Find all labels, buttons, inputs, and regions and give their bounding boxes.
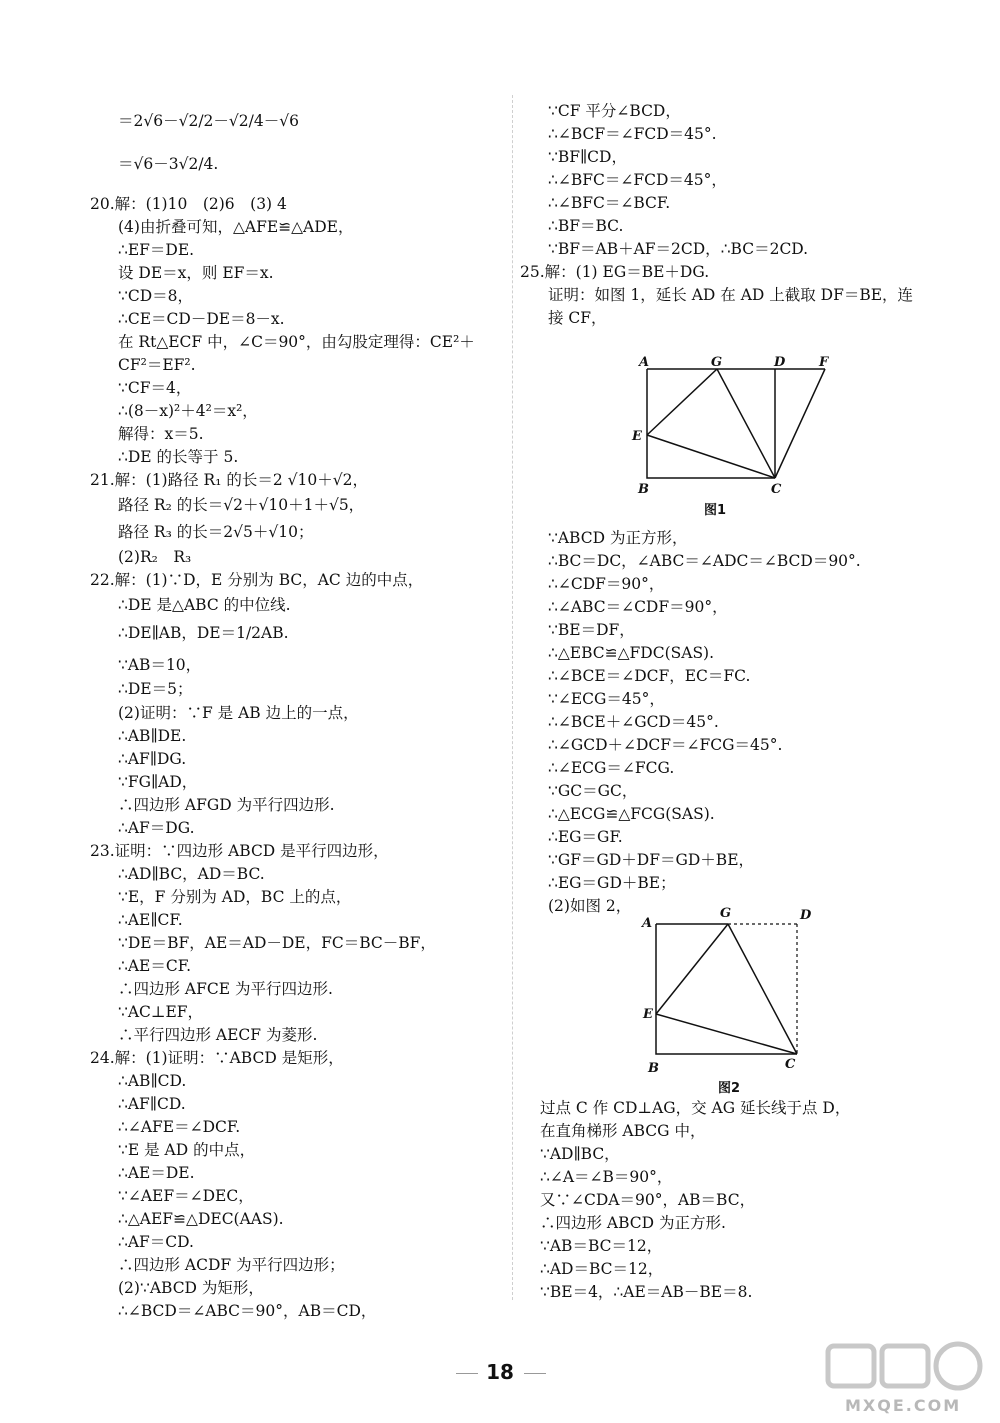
right-line: ∴△ECG≌△FCG(SAS).	[548, 805, 715, 823]
right-line: ∵ABCD 为正方形，	[548, 529, 688, 547]
left-line: 20.解：(1)10 (2)6 (3) 4	[90, 195, 287, 213]
right-line: 又∵∠CDA＝90°，AB＝BC，	[540, 1191, 756, 1209]
left-line: 解得：x＝5.	[118, 425, 204, 443]
left-line: ∴AF＝CD.	[118, 1233, 194, 1251]
fig1-label-g: G	[711, 355, 723, 370]
right-line: ∴BF＝BC.	[548, 217, 624, 235]
fig2-label-g: G	[720, 906, 732, 921]
right-line: ∴AD＝BC＝12，	[540, 1260, 664, 1278]
left-line: (2)R₂ R₃	[118, 548, 192, 566]
left-line: ∴DE∥AB，DE＝1/2AB.	[118, 624, 289, 642]
figure-1-caption: 图1	[704, 503, 727, 518]
left-line: ∴平行四边形 AECF 为菱形.	[118, 1026, 318, 1044]
left-line: ∴AB∥DE.	[118, 727, 187, 745]
left-line: ∴AE＝CF.	[118, 957, 191, 975]
right-line: 过点 C 作 CD⊥AG，交 AG 延长线于点 D，	[540, 1099, 851, 1117]
left-line: ∴AE∥CF.	[118, 911, 183, 929]
right-line: ∴∠ABC＝∠CDF＝90°，	[548, 598, 728, 616]
left-line: ∴AD∥BC，AD＝BC.	[118, 865, 265, 883]
left-line: 路径 R₃ 的长＝2√5＋√10；	[118, 523, 314, 541]
left-line: ∵E 是 AD 的中点，	[118, 1141, 256, 1159]
left-line: ∵AC⊥EF，	[118, 1003, 204, 1021]
left-line: 22.解：(1)∵D，E 分别为 BC，AC 边的中点，	[90, 571, 424, 589]
right-line: ∴∠ECG＝∠FCG.	[548, 759, 675, 777]
left-line: ∴AF∥DG.	[118, 750, 187, 768]
left-line: ∴DE 的长等于 5.	[118, 448, 239, 466]
fig1-label-d: D	[774, 355, 786, 370]
left-line: 设 DE＝x，则 EF＝x.	[118, 264, 274, 282]
left-line: ∵∠AEF＝∠DEC，	[118, 1187, 254, 1205]
right-line: ∴∠BCF＝∠FCD＝45°.	[548, 125, 717, 143]
left-line: ∴CE＝CD－DE＝8－x.	[118, 310, 285, 328]
left-line: ∵AB＝10，	[118, 656, 202, 674]
right-line: ∴△EBC≌△FDC(SAS).	[548, 644, 715, 662]
right-line: 接 CF，	[548, 309, 607, 327]
left-line: ∵CF＝4，	[118, 379, 192, 397]
left-line: ∵CD＝8，	[118, 287, 194, 305]
watermark-site: MXQE.COM	[845, 1396, 962, 1415]
right-line: ∵BE＝4，∴AE＝AB－BE＝8.	[540, 1283, 753, 1301]
left-line: ∴AE＝DE.	[118, 1164, 195, 1182]
right-line: ∵CF 平分∠BCD，	[548, 102, 681, 120]
fig2-label-e: E	[643, 1007, 653, 1022]
right-line: ∴∠BFC＝∠FCD＝45°，	[548, 171, 727, 189]
right-line: ∵AD∥BC，	[540, 1145, 620, 1163]
left-line: 在 Rt△ECF 中，∠C＝90°，由勾股定理得：CE²＋	[118, 333, 475, 351]
fig1-label-f: F	[819, 355, 829, 370]
right-line: ∴∠BFC＝∠BCF.	[548, 194, 671, 212]
page-number-rule-right	[524, 1373, 546, 1374]
left-line: 路径 R₂ 的长＝√2＋√10＋1＋√5，	[118, 496, 365, 514]
left-line: ∴DE＝5；	[118, 680, 193, 698]
right-line: 25.解：(1) EG＝BE＋DG.	[520, 263, 710, 281]
column-divider	[512, 95, 513, 1300]
right-line: 证明：如图 1，延长 AD 在 AD 上截取 DF＝BE，连	[548, 286, 914, 304]
figure-2-caption: 图2	[718, 1081, 741, 1096]
right-line: ∵GF＝GD＋DF＝GD＋BE，	[548, 851, 755, 869]
left-line: ∴∠AFE＝∠DCF.	[118, 1118, 241, 1136]
right-line: ∴四边形 ABCD 为正方形.	[540, 1214, 726, 1232]
page-number: 18	[486, 1360, 514, 1384]
left-line: ∴AF＝DG.	[118, 819, 195, 837]
left-line: ∴四边形 ACDF 为平行四边形；	[118, 1256, 345, 1274]
left-line: ∴四边形 AFCE 为平行四边形.	[118, 980, 333, 998]
left-line: ∵FG∥AD，	[118, 773, 198, 791]
left-line: ∴四边形 AFGD 为平行四边形.	[118, 796, 335, 814]
right-line: ∵BE＝DF，	[548, 621, 635, 639]
right-line: ∴∠BCE＝∠DCF，EC＝FC.	[548, 667, 751, 685]
left-line: ∴AB∥CD.	[118, 1072, 187, 1090]
right-line: ∴∠CDF＝90°，	[548, 575, 665, 593]
right-line: ∴∠A＝∠B＝90°，	[540, 1168, 673, 1186]
left-line: ＝2√6－√2/2－√2/4－√6	[118, 112, 299, 130]
figure-2	[630, 902, 825, 1077]
right-line: ∵BF∥CD，	[548, 148, 627, 166]
right-line: ∵AB＝BC＝12，	[540, 1237, 663, 1255]
fig1-label-a: A	[639, 355, 650, 370]
fig2-label-a: A	[642, 916, 653, 931]
left-line: ∴∠BCD＝∠ABC＝90°，AB＝CD，	[118, 1302, 377, 1320]
left-line: ∵DE＝BF，AE＝AD－DE，FC＝BC－BF，	[118, 934, 436, 952]
fig1-label-e: E	[632, 429, 642, 444]
left-line: 21.解：(1)路径 R₁ 的长＝2 √10＋√2，	[90, 471, 368, 489]
right-line: ∴∠GCD＋∠DCF＝∠FCG＝45°.	[548, 736, 783, 754]
fig1-label-c: C	[771, 482, 782, 497]
fig2-label-d: D	[800, 908, 812, 923]
left-line: (4)由折叠可知，△AFE≌△ADE，	[118, 218, 354, 236]
fig1-label-b: B	[638, 482, 649, 497]
left-line: (2)证明：∵F 是 AB 边上的一点，	[118, 704, 359, 722]
left-line: ∴EF＝DE.	[118, 241, 195, 259]
left-line: 24.解：(1)证明：∵ABCD 是矩形，	[90, 1049, 344, 1067]
left-line: ＝√6－3√2/4.	[118, 155, 219, 173]
right-line: ∵BF＝AB＋AF＝2CD，∴BC＝2CD.	[548, 240, 809, 258]
right-line: (2)如图 2，	[548, 897, 632, 915]
right-line: ∵GC＝GC，	[548, 782, 638, 800]
figure-1	[625, 355, 840, 510]
fig2-label-c: C	[785, 1057, 796, 1072]
right-line: ∵∠ECG＝45°，	[548, 690, 665, 708]
left-line: ∴DE 是△ABC 的中位线.	[118, 596, 291, 614]
left-line: ∵E，F 分别为 AD，BC 上的点，	[118, 888, 352, 906]
right-line: ∴BC＝DC，∠ABC＝∠ADC＝∠BCD＝90°.	[548, 552, 861, 570]
left-line: CF²＝EF².	[118, 356, 196, 374]
right-line: ∴EG＝GF.	[548, 828, 623, 846]
right-line: ∴EG＝GD＋BE；	[548, 874, 676, 892]
left-line: ∴△AEF≌△DEC(AAS).	[118, 1210, 284, 1228]
right-line: ∴∠BCE＋∠GCD＝45°.	[548, 713, 719, 731]
left-line: 23.证明：∵四边形 ABCD 是平行四边形，	[90, 842, 389, 860]
fig2-label-b: B	[648, 1061, 659, 1076]
left-line: ∴(8－x)²＋4²＝x²，	[118, 402, 258, 420]
right-line: 在直角梯形 ABCG 中，	[540, 1122, 706, 1140]
left-line: (2)∵ABCD 为矩形，	[118, 1279, 264, 1297]
left-line: ∴AF∥CD.	[118, 1095, 186, 1113]
